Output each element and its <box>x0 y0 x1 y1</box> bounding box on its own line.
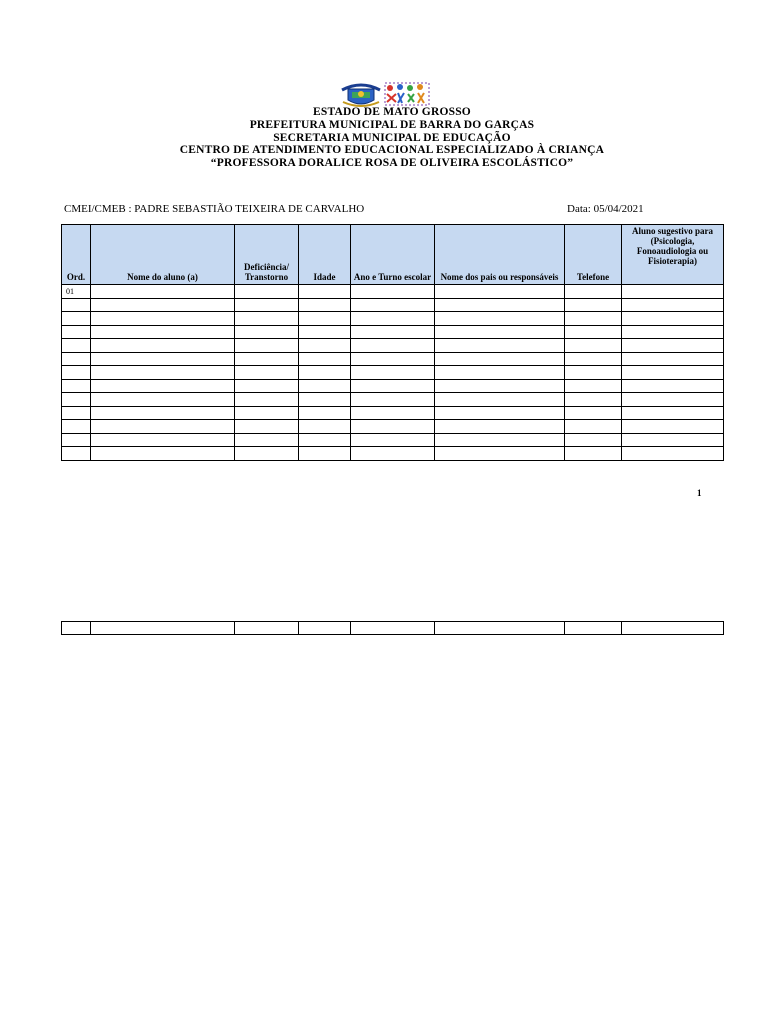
table-cell[interactable] <box>565 352 622 366</box>
table-row <box>62 312 724 326</box>
table-cell[interactable] <box>622 447 724 461</box>
table-cell[interactable] <box>622 379 724 393</box>
table-row <box>62 406 724 420</box>
table-cell[interactable] <box>622 420 724 434</box>
table-cell[interactable] <box>622 352 724 366</box>
ord-cell[interactable] <box>62 366 91 380</box>
table-cell[interactable] <box>351 406 435 420</box>
table-cell[interactable] <box>351 312 435 326</box>
table-cell[interactable] <box>435 366 565 380</box>
ord-cell[interactable] <box>62 339 91 353</box>
table-cell[interactable] <box>235 285 299 299</box>
table-cell[interactable] <box>351 339 435 353</box>
table-cell[interactable] <box>435 379 565 393</box>
table-cell[interactable] <box>622 406 724 420</box>
ord-cell[interactable] <box>62 379 91 393</box>
table-cell[interactable] <box>565 393 622 407</box>
table-cell[interactable] <box>565 447 622 461</box>
table-cell[interactable] <box>435 339 565 353</box>
ord-cell[interactable] <box>62 433 91 447</box>
student-table <box>61 224 724 461</box>
table-cell[interactable] <box>91 379 235 393</box>
table-cell[interactable] <box>565 379 622 393</box>
table-cell[interactable] <box>351 447 435 461</box>
table-cell[interactable] <box>351 420 435 434</box>
col-header-parents: Nome dos pais ou responsáveis <box>435 225 565 285</box>
table-cell[interactable] <box>299 325 351 339</box>
ord-cell[interactable] <box>62 352 91 366</box>
table-cell[interactable] <box>91 298 235 312</box>
table-cell[interactable] <box>91 393 235 407</box>
table-cell[interactable] <box>91 447 235 461</box>
table-cell[interactable] <box>91 366 235 380</box>
table-cell[interactable] <box>62 622 91 635</box>
table-cell[interactable] <box>235 433 299 447</box>
col-header-disability: Deficiência/ Transtorno <box>235 225 299 285</box>
table-cell[interactable] <box>351 366 435 380</box>
table-cell[interactable] <box>235 379 299 393</box>
table-cell[interactable] <box>351 352 435 366</box>
table-cell[interactable] <box>91 420 235 434</box>
table-cell[interactable] <box>299 298 351 312</box>
ord-cell[interactable] <box>62 420 91 434</box>
table-cell[interactable] <box>435 352 565 366</box>
table-row <box>62 622 724 635</box>
table-cell[interactable] <box>299 312 351 326</box>
table-row <box>62 379 724 393</box>
table-cell[interactable] <box>299 339 351 353</box>
table-cell[interactable] <box>235 420 299 434</box>
table-cell[interactable] <box>565 298 622 312</box>
table-cell[interactable] <box>435 285 565 299</box>
table-cell[interactable] <box>235 393 299 407</box>
col-header-age: Idade <box>299 225 351 285</box>
children-logo-icon <box>384 82 430 106</box>
table-cell[interactable] <box>351 325 435 339</box>
table-cell[interactable] <box>435 312 565 326</box>
page-number: 1 <box>697 488 702 498</box>
table-cell[interactable] <box>351 298 435 312</box>
table-cell[interactable] <box>565 366 622 380</box>
header-line-state: ESTADO DE MATO GROSSO <box>313 106 471 118</box>
table-cell[interactable] <box>435 420 565 434</box>
table-cell[interactable] <box>91 285 235 299</box>
school-name: CMEI/CMEB : PADRE SEBASTIÃO TEIXEIRA DE CARVALHO <box>64 203 365 215</box>
ord-cell[interactable] <box>62 447 91 461</box>
table-row <box>62 325 724 339</box>
table-row <box>62 433 724 447</box>
table-row <box>62 447 724 461</box>
table-cell[interactable] <box>299 433 351 447</box>
table-cell[interactable] <box>299 406 351 420</box>
table-header-row <box>62 225 724 285</box>
table-cell[interactable] <box>299 366 351 380</box>
table-cell[interactable] <box>435 406 565 420</box>
table-cell[interactable] <box>299 352 351 366</box>
col-header-phone: Telefone <box>565 225 622 285</box>
table-cell[interactable] <box>351 393 435 407</box>
table-cell[interactable] <box>622 312 724 326</box>
document-header <box>0 106 768 170</box>
table-cell[interactable] <box>299 379 351 393</box>
table-cell[interactable] <box>435 433 565 447</box>
table-cell[interactable] <box>235 622 299 635</box>
table-cell[interactable] <box>351 622 435 635</box>
table-row <box>62 285 724 299</box>
table-cell[interactable] <box>299 622 351 635</box>
table-row <box>62 339 724 353</box>
table-cell[interactable] <box>235 339 299 353</box>
table-cell[interactable] <box>91 339 235 353</box>
table-cell[interactable] <box>91 312 235 326</box>
col-header-ord: Ord. <box>62 225 91 285</box>
table-cell[interactable] <box>91 622 235 635</box>
form-date: Data: 05/04/2021 <box>567 203 644 215</box>
ord-cell[interactable] <box>62 406 91 420</box>
table-cell[interactable] <box>565 325 622 339</box>
table-cell[interactable] <box>435 393 565 407</box>
table-cell[interactable] <box>435 325 565 339</box>
table-cell[interactable] <box>351 285 435 299</box>
table-cell[interactable] <box>622 393 724 407</box>
table-cell[interactable] <box>235 352 299 366</box>
header-line-prefecture: PREFEITURA MUNICIPAL DE BARRA DO GARÇAS <box>249 118 535 131</box>
table-cell[interactable] <box>435 447 565 461</box>
table-cell[interactable] <box>622 339 724 353</box>
table-cell[interactable] <box>565 420 622 434</box>
table-cell[interactable] <box>622 622 724 635</box>
table-cell[interactable] <box>299 285 351 299</box>
table-cell[interactable] <box>351 433 435 447</box>
table-cell[interactable] <box>622 298 724 312</box>
col-header-grade-shift: Ano e Turno escolar <box>351 225 435 285</box>
header-line-secretariat: SECRETARIA MUNICIPAL DE EDUCAÇÃO <box>273 131 511 144</box>
ord-cell[interactable] <box>62 393 91 407</box>
table-cell[interactable] <box>235 312 299 326</box>
table-cell[interactable] <box>91 433 235 447</box>
table-cell[interactable] <box>235 366 299 380</box>
table-cell[interactable] <box>565 406 622 420</box>
table-cell[interactable] <box>565 622 622 635</box>
table-cell[interactable] <box>235 406 299 420</box>
table-cell[interactable] <box>91 325 235 339</box>
coat-of-arms-icon <box>340 80 382 108</box>
table-row <box>62 298 724 312</box>
header-line-center: CENTRO DE ATENDIMENTO EDUCACIONAL ESPECIALIZADO À CRIANÇA <box>179 144 605 157</box>
table-cell[interactable] <box>622 285 724 299</box>
col-header-student-name: Nome do aluno (a) <box>91 225 235 285</box>
table-row <box>62 352 724 366</box>
continuation-table <box>61 621 724 635</box>
ord-cell[interactable] <box>62 312 91 326</box>
logos <box>340 80 430 108</box>
table-cell[interactable] <box>565 312 622 326</box>
table-row <box>62 420 724 434</box>
table-row <box>62 366 724 380</box>
table-cell[interactable] <box>299 393 351 407</box>
table-cell[interactable] <box>235 325 299 339</box>
table-cell[interactable] <box>565 433 622 447</box>
table-cell[interactable] <box>435 622 565 635</box>
table-cell[interactable] <box>435 298 565 312</box>
table-cell[interactable] <box>235 447 299 461</box>
table-cell[interactable] <box>91 406 235 420</box>
table-cell[interactable] <box>565 285 622 299</box>
table-row <box>62 393 724 407</box>
table-cell[interactable] <box>235 298 299 312</box>
table-cell[interactable] <box>622 366 724 380</box>
ord-cell[interactable] <box>62 325 91 339</box>
table-cell[interactable] <box>299 447 351 461</box>
table-cell[interactable] <box>622 325 724 339</box>
table-cell[interactable] <box>622 433 724 447</box>
col-header-referral: Aluno sugestivo para (Psicologia, Fonoaudiologia ou Fisioterapia) <box>622 225 724 285</box>
table-cell[interactable] <box>91 352 235 366</box>
table-cell[interactable] <box>299 420 351 434</box>
header-line-honoree: “PROFESSORA DORALICE ROSA DE OLIVEIRA ESCOLÁSTICO” <box>210 157 574 170</box>
table-cell[interactable] <box>351 379 435 393</box>
ord-cell[interactable]: 01 <box>62 285 91 299</box>
ord-cell[interactable] <box>62 298 91 312</box>
table-cell[interactable] <box>565 339 622 353</box>
